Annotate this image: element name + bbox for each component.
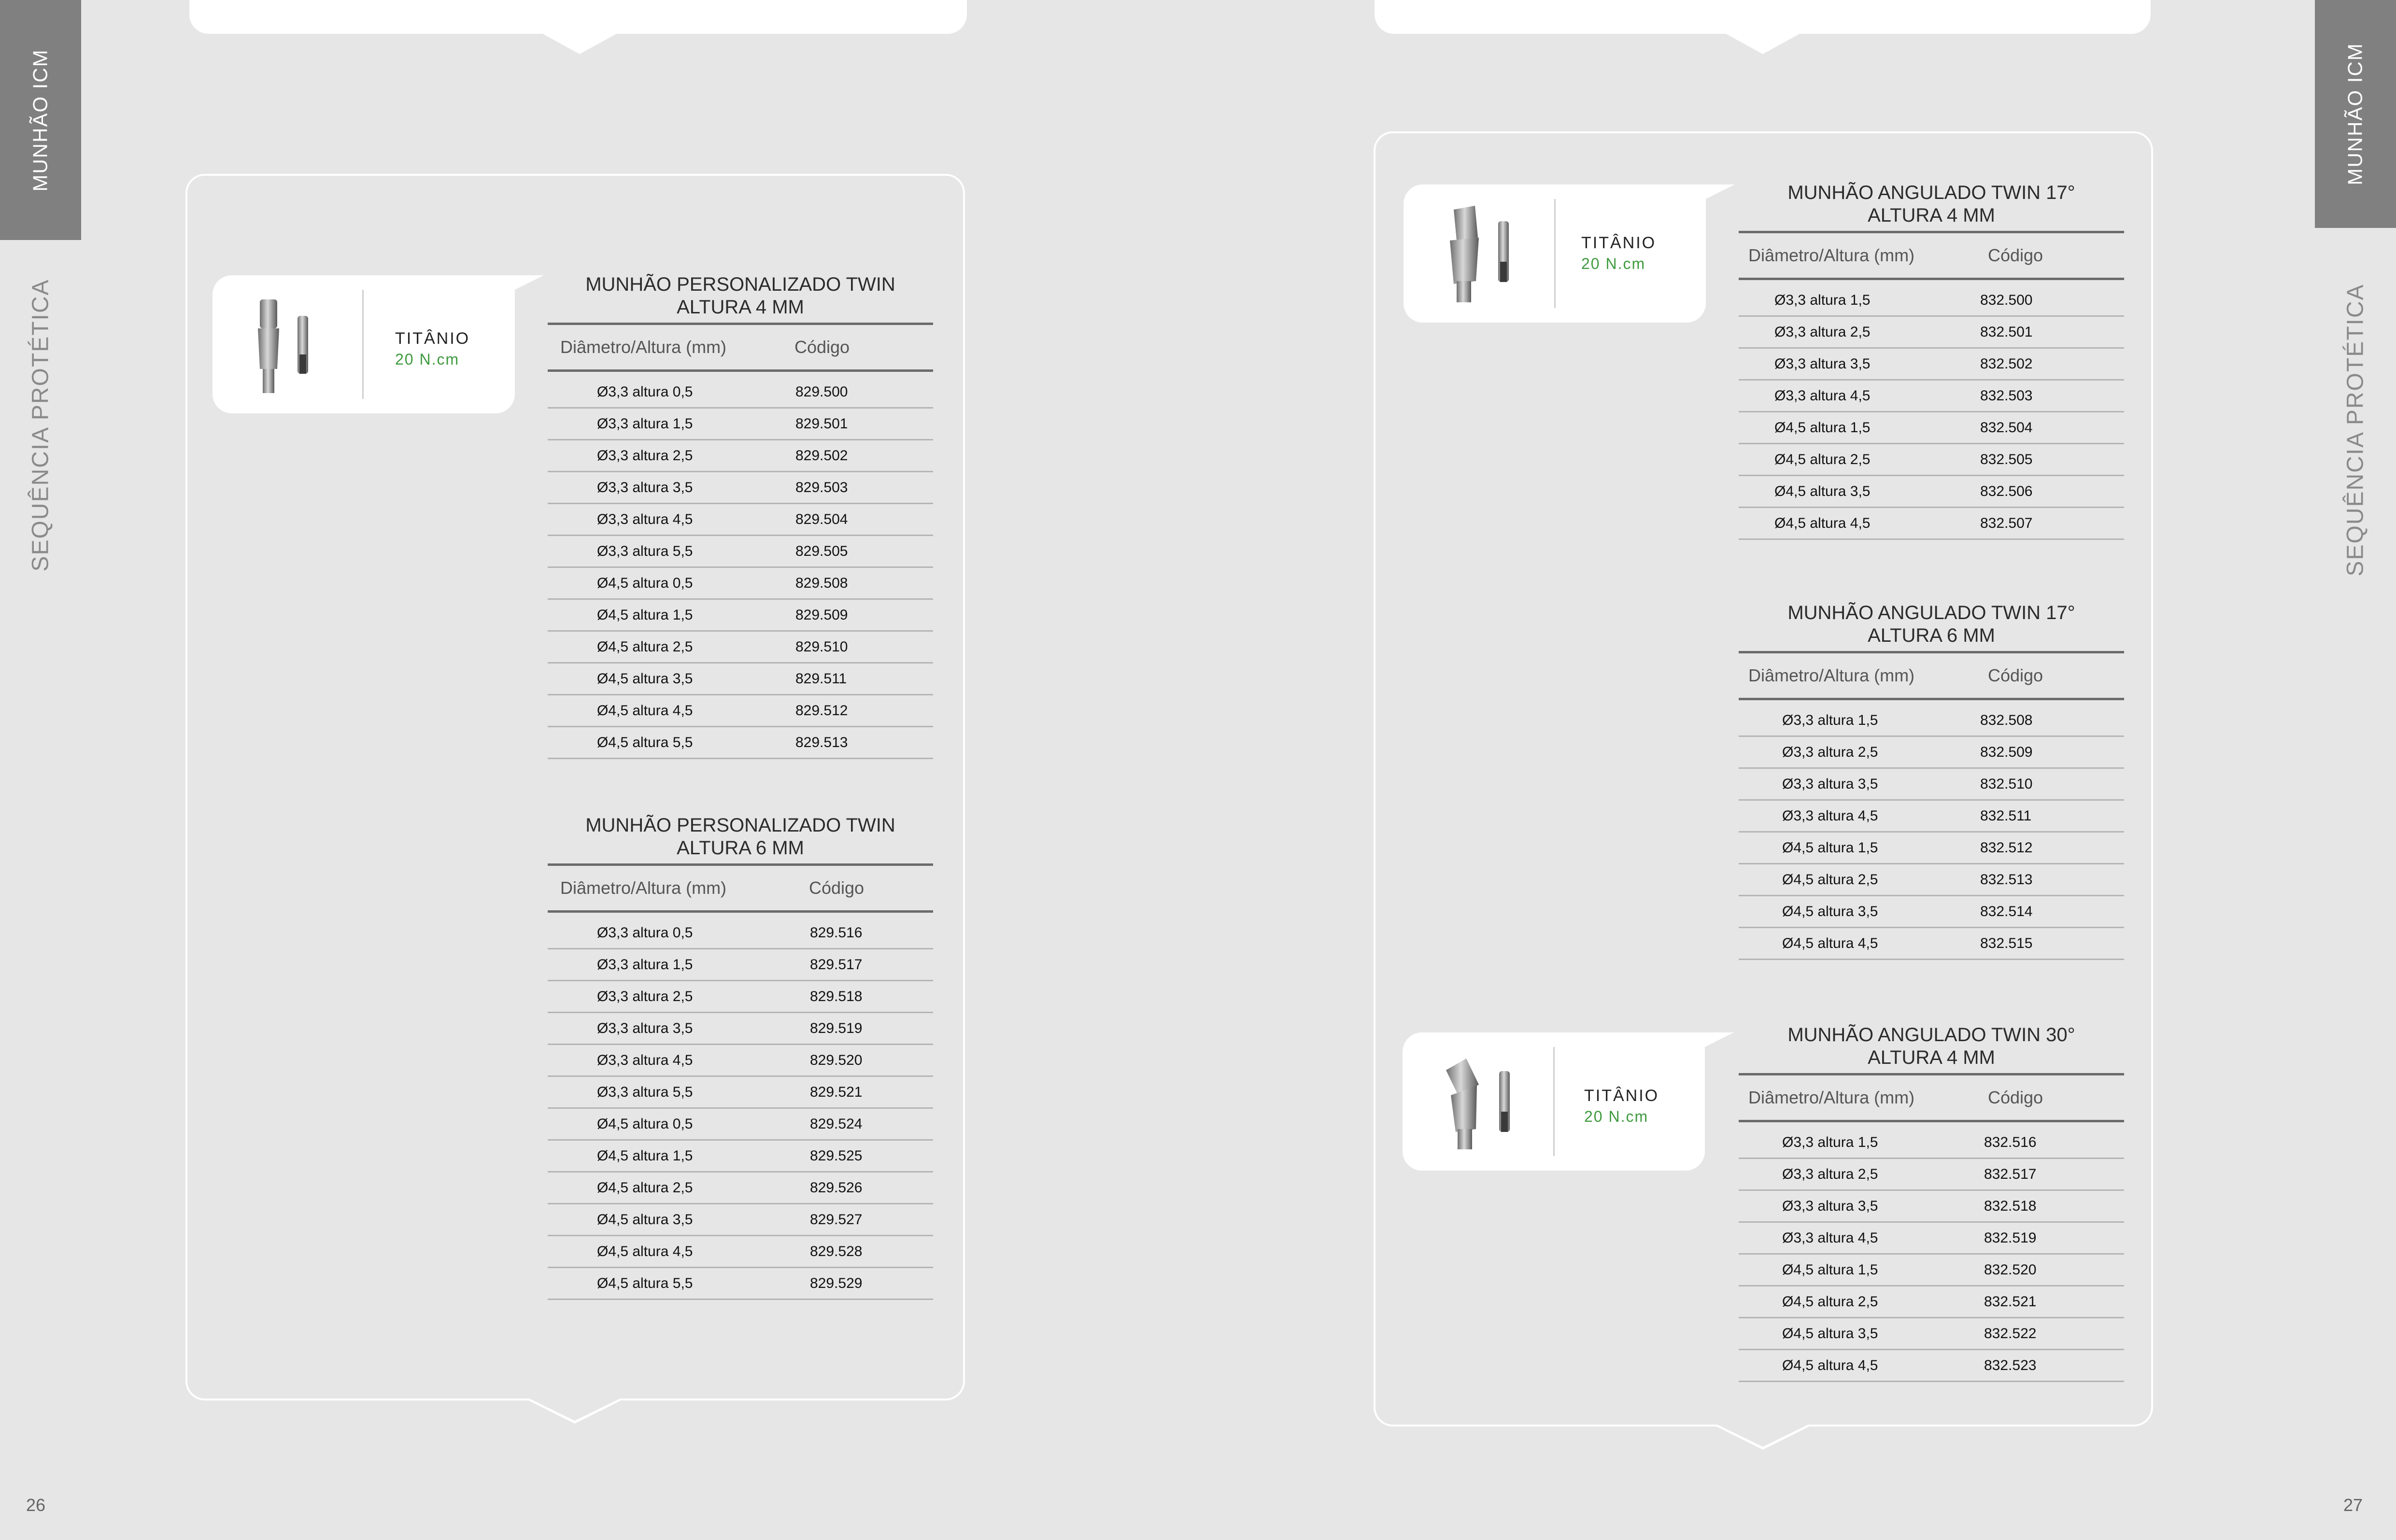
row-diameter: Ø3,3 altura 3,5 xyxy=(1782,776,1878,792)
row-code: 829.513 xyxy=(795,734,848,750)
row-code: 829.516 xyxy=(810,924,863,941)
content-card-right-notch-inner xyxy=(1717,1425,1808,1447)
table-row xyxy=(548,1268,933,1300)
row-diameter: Ø3,3 altura 3,5 xyxy=(1774,355,1871,372)
row-diameter: Ø3,3 altura 0,5 xyxy=(597,383,693,400)
product-divider xyxy=(1553,1047,1555,1156)
row-code: 829.500 xyxy=(795,383,848,400)
product-card-corner xyxy=(1705,1032,1734,1047)
abutment-base xyxy=(1457,281,1471,302)
table-row xyxy=(548,600,933,632)
table-title-line2: ALTURA 4 MM xyxy=(677,297,804,318)
row-code: 829.528 xyxy=(810,1243,863,1259)
table-row xyxy=(1739,1191,2124,1223)
row-diameter: Ø4,5 altura 5,5 xyxy=(597,734,693,750)
row-diameter: Ø3,3 altura 0,5 xyxy=(597,924,693,941)
row-diameter: Ø3,3 altura 4,5 xyxy=(1774,387,1871,404)
row-diameter: Ø4,5 altura 5,5 xyxy=(597,1275,693,1291)
torque-label: 20 N.cm xyxy=(1581,255,1646,272)
side-label-text: SEQUÊNCIA PROTÉTICA xyxy=(28,278,54,572)
row-diameter: Ø3,3 altura 4,5 xyxy=(1782,807,1878,824)
row-code: 832.501 xyxy=(1980,324,2033,340)
table-row xyxy=(548,727,933,759)
col-code-header: Código xyxy=(1988,1088,2043,1107)
table-personalizado-4mm xyxy=(548,273,933,759)
abutment-body xyxy=(1450,238,1479,284)
top-card-left-notch xyxy=(541,33,618,54)
row-code: 832.510 xyxy=(1980,776,2033,792)
row-diameter: Ø4,5 altura 1,5 xyxy=(1774,419,1871,436)
product-card-angled-17 xyxy=(1404,184,1706,323)
table-title-line2: ALTURA 4 MM xyxy=(1868,1047,1995,1068)
row-code: 829.525 xyxy=(810,1147,863,1164)
table-header xyxy=(1739,653,2124,700)
table-title-line2: ALTURA 6 MM xyxy=(677,837,804,859)
table-row xyxy=(548,440,933,472)
table-row xyxy=(1739,705,2124,737)
table-row xyxy=(548,536,933,568)
abutment-body xyxy=(1451,1086,1477,1132)
table-row xyxy=(548,1109,933,1141)
table-row xyxy=(1739,317,2124,349)
row-diameter: Ø4,5 altura 4,5 xyxy=(1782,935,1878,951)
row-code: 829.529 xyxy=(810,1275,863,1291)
row-code: 829.518 xyxy=(810,988,863,1004)
row-code: 829.517 xyxy=(810,956,863,973)
row-code: 829.511 xyxy=(795,670,847,687)
table-row xyxy=(548,1013,933,1045)
col-diameter-header: Diâmetro/Altura (mm) xyxy=(1748,245,1915,265)
row-code: 832.521 xyxy=(1984,1293,2037,1310)
row-code: 832.502 xyxy=(1980,355,2033,372)
abutment-head xyxy=(1454,206,1478,240)
col-diameter-header: Diâmetro/Altura (mm) xyxy=(560,878,727,898)
table-row xyxy=(548,1204,933,1236)
row-code: 832.507 xyxy=(1980,515,2033,531)
row-code: 832.522 xyxy=(1984,1325,2037,1342)
row-diameter: Ø4,5 altura 4,5 xyxy=(597,702,693,719)
section-tab-left xyxy=(0,0,81,240)
row-diameter: Ø3,3 altura 1,5 xyxy=(1774,292,1871,308)
top-card-right xyxy=(1375,0,2151,34)
table-row xyxy=(1739,769,2124,801)
row-diameter: Ø4,5 altura 3,5 xyxy=(1774,483,1871,499)
row-code: 832.520 xyxy=(1984,1261,2037,1278)
angled-30-abutment-image xyxy=(1436,1057,1518,1153)
table-row xyxy=(1739,896,2124,928)
table-row xyxy=(1739,1286,2124,1318)
table-row xyxy=(548,472,933,504)
table-title-line1: MUNHÃO PERSONALIZADO TWIN xyxy=(585,815,895,836)
row-diameter: Ø4,5 altura 4,5 xyxy=(1782,1357,1878,1373)
row-code: 829.510 xyxy=(795,638,848,655)
product-divider xyxy=(1554,199,1556,308)
row-diameter: Ø3,3 altura 2,5 xyxy=(597,988,693,1004)
table-title-line1: MUNHÃO PERSONALIZADO TWIN xyxy=(585,274,895,295)
row-diameter: Ø3,3 altura 4,5 xyxy=(1782,1229,1878,1246)
row-code: 832.513 xyxy=(1980,871,2033,888)
product-card-left xyxy=(213,275,515,413)
table-title-line1: MUNHÃO ANGULADO TWIN 30° xyxy=(1787,1024,2075,1046)
row-diameter: Ø3,3 altura 1,5 xyxy=(597,956,693,973)
row-diameter: Ø4,5 altura 1,5 xyxy=(597,607,693,623)
screw-thread xyxy=(1501,1112,1508,1132)
row-code: 829.526 xyxy=(810,1179,863,1196)
col-diameter-header: Diâmetro/Altura (mm) xyxy=(560,337,727,357)
table-title xyxy=(1739,1024,2124,1075)
table-header xyxy=(1739,1075,2124,1122)
table-header xyxy=(1739,233,2124,280)
table-row xyxy=(548,568,933,600)
row-code: 832.518 xyxy=(1984,1198,2037,1214)
table-row xyxy=(1739,864,2124,896)
material-label: TITÂNIO xyxy=(1581,234,1657,252)
table-row xyxy=(1739,1159,2124,1191)
abutment-body xyxy=(258,328,279,369)
table-row xyxy=(548,632,933,664)
row-code: 832.514 xyxy=(1980,903,2033,919)
row-diameter: Ø3,3 altura 1,5 xyxy=(1782,712,1878,728)
table-title-line2: ALTURA 6 MM xyxy=(1868,625,1995,646)
table-row xyxy=(1739,1223,2124,1255)
table-row xyxy=(548,1045,933,1077)
material-label: TITÂNIO xyxy=(395,329,470,348)
abutment-base xyxy=(1458,1129,1472,1149)
table-angulado-17-6mm xyxy=(1739,602,2124,960)
row-code: 832.503 xyxy=(1980,387,2033,404)
row-code: 832.504 xyxy=(1980,419,2033,436)
row-diameter: Ø4,5 altura 2,5 xyxy=(597,638,693,655)
row-diameter: Ø4,5 altura 0,5 xyxy=(597,575,693,591)
row-diameter: Ø4,5 altura 1,5 xyxy=(1782,1261,1878,1278)
row-code: 829.501 xyxy=(795,415,848,432)
row-diameter: Ø4,5 altura 4,5 xyxy=(597,1243,693,1259)
table-row xyxy=(548,409,933,440)
side-label-right xyxy=(2315,275,2396,584)
row-diameter: Ø4,5 altura 4,5 xyxy=(1774,515,1871,531)
table-rows xyxy=(1739,1122,2124,1382)
row-code: 832.505 xyxy=(1980,451,2033,467)
row-code: 832.519 xyxy=(1984,1229,2037,1246)
top-card-right-notch xyxy=(1724,33,1801,54)
table-rows xyxy=(1739,700,2124,960)
row-diameter: Ø3,3 altura 5,5 xyxy=(597,1084,693,1100)
table-row xyxy=(548,918,933,949)
row-diameter: Ø3,3 altura 2,5 xyxy=(1774,324,1871,340)
table-row xyxy=(548,504,933,536)
row-code: 832.515 xyxy=(1980,935,2033,951)
row-diameter: Ø3,3 altura 4,5 xyxy=(597,1052,693,1068)
table-angulado-30-4mm xyxy=(1739,1024,2124,1382)
table-row xyxy=(548,377,933,409)
section-tab-label: MUNHÃO ICM xyxy=(29,48,52,192)
table-title xyxy=(1739,602,2124,653)
row-diameter: Ø3,3 altura 2,5 xyxy=(597,447,693,464)
row-code: 832.512 xyxy=(1980,839,2033,856)
table-title-line1: MUNHÃO ANGULADO TWIN 17° xyxy=(1787,602,2075,623)
row-diameter: Ø4,5 altura 2,5 xyxy=(1782,1293,1878,1310)
table-header xyxy=(548,325,933,372)
row-code: 832.509 xyxy=(1980,744,2033,760)
product-divider xyxy=(362,290,364,399)
table-row xyxy=(548,949,933,981)
table-title-line1: MUNHÃO ANGULADO TWIN 17° xyxy=(1787,182,2075,203)
row-code: 829.527 xyxy=(810,1211,863,1228)
row-code: 832.516 xyxy=(1984,1134,2037,1150)
table-row xyxy=(1739,444,2124,476)
row-code: 829.502 xyxy=(795,447,848,464)
abutment-head xyxy=(260,299,277,328)
section-tab-label: MUNHÃO ICM xyxy=(2344,42,2367,185)
row-diameter: Ø4,5 altura 0,5 xyxy=(597,1116,693,1132)
row-code: 829.509 xyxy=(795,607,848,623)
table-row xyxy=(1739,476,2124,508)
table-row xyxy=(1739,381,2124,412)
row-code: 829.519 xyxy=(810,1020,863,1036)
table-header xyxy=(548,866,933,913)
row-diameter: Ø4,5 altura 2,5 xyxy=(597,1179,693,1196)
content-card-left-notch-inner xyxy=(529,1399,620,1421)
row-diameter: Ø4,5 altura 2,5 xyxy=(1774,451,1871,467)
row-code: 832.500 xyxy=(1980,292,2033,308)
table-title-line2: ALTURA 4 MM xyxy=(1868,205,1995,226)
product-card-corner xyxy=(515,275,544,290)
row-diameter: Ø3,3 altura 1,5 xyxy=(597,415,693,432)
table-row xyxy=(1739,1350,2124,1382)
row-diameter: Ø4,5 altura 3,5 xyxy=(1782,903,1878,919)
row-code: 829.524 xyxy=(810,1116,863,1132)
table-row xyxy=(548,1236,933,1268)
row-diameter: Ø3,3 altura 3,5 xyxy=(597,1020,693,1036)
row-diameter: Ø4,5 altura 1,5 xyxy=(1782,839,1878,856)
row-code: 829.520 xyxy=(810,1052,863,1068)
table-row xyxy=(548,1173,933,1204)
page-number-left: 26 xyxy=(26,1495,46,1515)
table-row xyxy=(1739,928,2124,960)
row-code: 829.508 xyxy=(795,575,848,591)
angled-17-abutment-image xyxy=(1437,204,1519,305)
table-row xyxy=(1739,737,2124,769)
row-code: 829.504 xyxy=(795,511,848,527)
row-code: 829.521 xyxy=(810,1084,863,1100)
row-diameter: Ø3,3 altura 4,5 xyxy=(597,511,693,527)
product-card-angled-30 xyxy=(1403,1032,1705,1171)
row-code: 832.511 xyxy=(1980,807,2032,824)
table-row xyxy=(1739,1127,2124,1159)
col-diameter-header: Diâmetro/Altura (mm) xyxy=(1748,665,1915,685)
row-code: 829.503 xyxy=(795,479,848,495)
side-label-left xyxy=(0,270,81,579)
row-diameter: Ø4,5 altura 1,5 xyxy=(597,1147,693,1164)
table-row xyxy=(1739,1255,2124,1286)
table-row xyxy=(1739,801,2124,833)
col-code-header: Código xyxy=(809,878,865,898)
section-tab-right xyxy=(2315,0,2396,228)
side-label-text: SEQUÊNCIA PROTÉTICA xyxy=(2342,283,2368,577)
row-diameter: Ø3,3 altura 1,5 xyxy=(1782,1134,1878,1150)
row-diameter: Ø3,3 altura 3,5 xyxy=(597,479,693,495)
table-row xyxy=(548,1077,933,1109)
row-code: 829.512 xyxy=(795,702,848,719)
row-diameter: Ø3,3 altura 2,5 xyxy=(1782,744,1878,760)
table-title xyxy=(1739,182,2124,233)
table-row xyxy=(1739,833,2124,864)
table-row xyxy=(548,981,933,1013)
table-title xyxy=(548,273,933,325)
table-row xyxy=(1739,1318,2124,1350)
row-diameter: Ø4,5 altura 3,5 xyxy=(597,1211,693,1228)
torque-label: 20 N.cm xyxy=(1584,1108,1649,1125)
col-diameter-header: Diâmetro/Altura (mm) xyxy=(1748,1088,1915,1107)
row-diameter: Ø4,5 altura 3,5 xyxy=(1782,1325,1878,1342)
table-title xyxy=(548,814,933,866)
table-row xyxy=(1739,349,2124,381)
row-diameter: Ø4,5 altura 2,5 xyxy=(1782,871,1878,888)
row-code: 832.508 xyxy=(1980,712,2033,728)
col-code-header: Código xyxy=(1988,665,2043,685)
screw-thread xyxy=(1500,262,1507,282)
row-diameter: Ø3,3 altura 5,5 xyxy=(597,543,693,559)
col-code-header: Código xyxy=(794,337,850,357)
table-rows xyxy=(548,372,933,759)
table-row xyxy=(1739,285,2124,317)
row-code: 829.505 xyxy=(795,543,848,559)
table-rows xyxy=(1739,280,2124,540)
row-code: 832.523 xyxy=(1984,1357,2037,1373)
abutment-base xyxy=(263,369,274,393)
table-row xyxy=(548,695,933,727)
material-label: TITÂNIO xyxy=(1584,1087,1659,1105)
table-row xyxy=(1739,412,2124,444)
table-rows xyxy=(548,913,933,1300)
row-code: 832.517 xyxy=(1984,1166,2037,1182)
row-diameter: Ø3,3 altura 3,5 xyxy=(1782,1198,1878,1214)
page-number-right: 27 xyxy=(2343,1495,2363,1515)
col-code-header: Código xyxy=(1988,245,2043,265)
straight-abutment-image xyxy=(251,297,319,398)
row-diameter: Ø4,5 altura 3,5 xyxy=(597,670,693,687)
table-personalizado-6mm xyxy=(548,814,933,1300)
table-row xyxy=(548,664,933,695)
screw-thread xyxy=(299,354,306,374)
torque-label: 20 N.cm xyxy=(395,351,460,368)
table-row xyxy=(548,1141,933,1173)
top-card-left xyxy=(189,0,967,34)
product-card-corner xyxy=(1706,184,1735,199)
row-diameter: Ø3,3 altura 2,5 xyxy=(1782,1166,1878,1182)
table-angulado-17-4mm xyxy=(1739,182,2124,540)
table-row xyxy=(1739,508,2124,540)
row-code: 832.506 xyxy=(1980,483,2033,499)
